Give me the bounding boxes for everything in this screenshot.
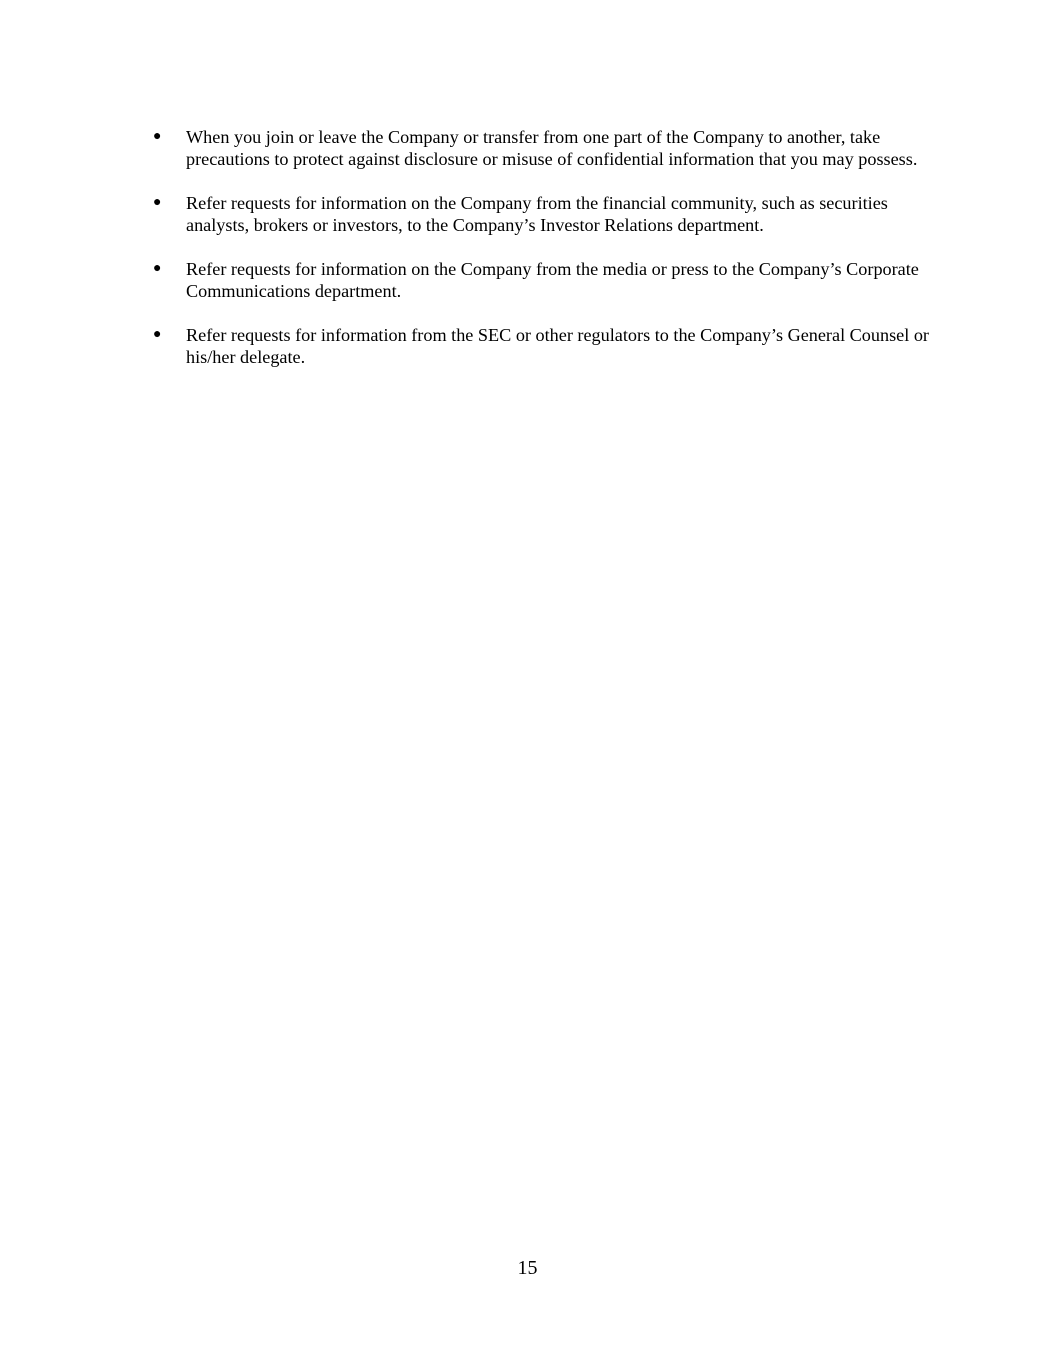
page-number: 15 (517, 1257, 538, 1279)
bullet-text: Refer requests for information on the Company from the financial community, such as securities analysts, brokers or investors, to the Company’s Investor Relations department. (186, 193, 888, 235)
bullet-item-join-leave (153, 126, 933, 170)
bullet-item-media-press (153, 258, 933, 302)
bullet-list (153, 126, 933, 390)
bullet-text: Refer requests for information on the Company from the media or press to the Company’s Corporate Communications department. (186, 259, 919, 301)
bullet-text: Refer requests for information from the SEC or other regulators to the Company’s General Counsel or his/her delegate. (186, 325, 929, 367)
bullet-item-sec-regulators (153, 324, 933, 368)
bullet-marker: ● (153, 327, 162, 342)
bullet-marker: ● (153, 129, 162, 144)
bullet-marker: ● (153, 261, 162, 276)
bullet-item-financial-community (153, 192, 933, 236)
bullet-marker: ● (153, 195, 162, 210)
bullet-text: When you join or leave the Company or transfer from one part of the Company to another, take precautions to protect against disclosure or misuse of confidential information that you may possess. (186, 127, 918, 169)
